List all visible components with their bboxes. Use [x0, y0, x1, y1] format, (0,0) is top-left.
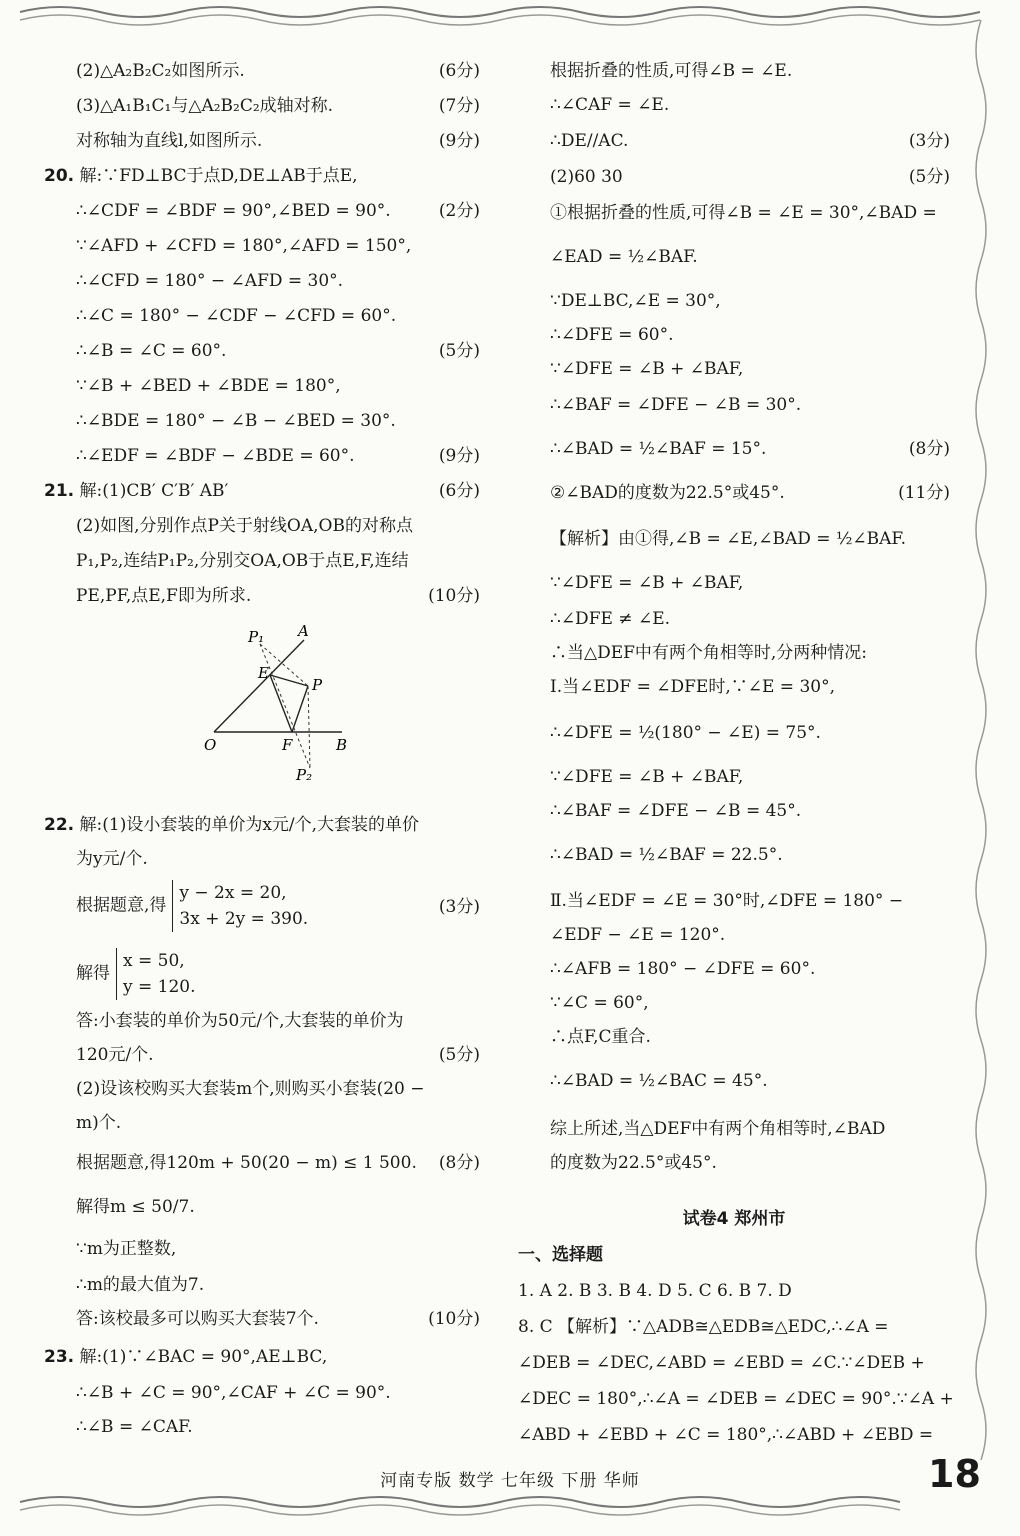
answer-text: ∴∠BAF = ∠DFE − ∠B = 30°. — [550, 395, 802, 415]
answer-text: ∵∠DFE = ∠B + ∠BAF, — [550, 359, 744, 379]
answer-text: ∠EAD = ½∠BAF. — [550, 247, 698, 267]
answer-text: 为y元/个. — [76, 849, 148, 869]
answer-text: ∵∠B + ∠BED + ∠BDE = 180°, — [76, 376, 341, 396]
score-label: (10分) — [428, 1309, 480, 1329]
answer-text: 22. 解:(1)设小套装的单价为x元/个,大套装的单价 — [44, 815, 420, 835]
answer-text: ∴∠DFE = ½(180° − ∠E) = 75°. — [550, 723, 821, 743]
score-label: (3分) — [438, 897, 480, 917]
answer-line — [518, 570, 950, 596]
equation: x = 50, — [123, 951, 185, 971]
answer-text: PE,PF,点E,F即为所求. — [76, 586, 252, 606]
answer-line — [44, 1380, 480, 1406]
answer-text: 解得 x = 50, y = 120. — [76, 948, 196, 1000]
score-label: (5分) — [438, 341, 480, 361]
answer-text: Ⅰ.当∠EDF = ∠DFE时,∵∠E = 30°, — [550, 677, 835, 697]
answer-line — [44, 338, 480, 364]
answer-line — [44, 1150, 480, 1176]
answer-text: (2)△A₂B₂C₂如图所示. — [76, 61, 245, 81]
score-label: (5分) — [908, 167, 950, 187]
answer-text: ∵∠AFD + ∠CFD = 180°,∠AFD = 150°, — [76, 236, 412, 256]
label-F: F — [282, 736, 293, 754]
answer-line — [518, 128, 950, 154]
q8-line: 8. C 【解析】∵△ADB≅△EDB≅△EDC,∴∠A = — [518, 1317, 889, 1337]
score-label: (11分) — [898, 483, 950, 503]
answer-line — [44, 233, 480, 259]
answer-line — [518, 922, 950, 948]
answer-text: ∴点F,C重合. — [550, 1027, 651, 1047]
answer-text: (2)设该校购买大套装m个,则购买小套装(20 − — [76, 1079, 425, 1099]
score-label: (9分) — [438, 131, 480, 151]
answer-line — [518, 1024, 950, 1050]
answer-line — [44, 513, 480, 539]
answer-text: ∴∠B = ∠C = 60°. — [76, 341, 227, 361]
answer-line — [518, 244, 950, 270]
answer-text: ∴m的最大值为7. — [76, 1275, 205, 1295]
score-label: (2分) — [438, 201, 480, 221]
answer-line — [44, 198, 480, 224]
answer-line — [44, 373, 480, 399]
answer-line — [518, 842, 950, 868]
q8-line: ∠DEB = ∠DEC,∠ABD = ∠EBD = ∠C.∵∠DEB + — [518, 1353, 925, 1373]
answer-line — [518, 58, 950, 84]
label-E: E — [258, 664, 269, 682]
score-label: (6分) — [438, 481, 480, 501]
answer-line — [518, 480, 950, 506]
answer-line — [518, 606, 950, 632]
answer-text: ∴当△DEF中有两个角相等时,分两种情况: — [550, 643, 868, 663]
answer-text: ②∠BAD的度数为22.5°或45°. — [550, 483, 785, 503]
answer-line — [518, 392, 950, 418]
answer-line — [44, 1306, 480, 1332]
answer-text: (2)如图,分别作点P关于射线OA,OB的对称点 — [76, 516, 413, 536]
answer-text: ∴∠DFE = 60°. — [550, 325, 674, 345]
answer-text: ∴∠CDF = ∠BDF = 90°,∠BED = 90°. — [76, 201, 391, 221]
answer-text: 综上所述,当△DEF中有两个角相等时,∠BAD — [550, 1119, 886, 1139]
answer-line — [518, 436, 950, 462]
answer-text: ∴∠B + ∠C = 90°,∠CAF + ∠C = 90°. — [76, 1383, 391, 1403]
score-label: (3分) — [908, 131, 950, 151]
label-A: A — [298, 622, 309, 640]
answer-line — [518, 288, 950, 314]
answer-text: ∴∠EDF = ∠BDF − ∠BDE = 60°. — [76, 446, 355, 466]
answer-text: ∴∠CAF = ∠E. — [550, 95, 670, 115]
answer-line — [518, 1116, 950, 1142]
answer-line — [518, 526, 950, 552]
bottom-border — [0, 1490, 1020, 1524]
answer-line — [44, 846, 480, 872]
answer-text: m)个. — [76, 1113, 122, 1133]
answer-line — [44, 583, 480, 609]
q8-line: ∠ABD + ∠EBD + ∠C = 180°,∴∠ABD + ∠EBD = — [518, 1425, 934, 1445]
answer-text: ∵∠DFE = ∠B + ∠BAF, — [550, 767, 744, 787]
score-label: (9分) — [438, 446, 480, 466]
answer-text: 根据折叠的性质,可得∠B = ∠E. — [550, 61, 793, 81]
answer-line — [44, 1344, 480, 1370]
answer-line — [518, 356, 950, 382]
answer-line — [518, 720, 950, 746]
answer-line — [44, 1236, 480, 1262]
answer-text: 【解析】由①得,∠B = ∠E,∠BAD = ½∠BAF. — [550, 529, 906, 549]
answer-line — [44, 1110, 480, 1136]
score-label: (8分) — [908, 439, 950, 459]
label-B: B — [336, 736, 348, 754]
answer-text: ∴∠DFE ≠ ∠E. — [550, 609, 671, 629]
question-number: 21. — [44, 481, 75, 501]
answer-text: ∴∠BAD = ½∠BAF = 15°. — [550, 439, 767, 459]
score-label: (10分) — [428, 586, 480, 606]
answer-line — [44, 812, 480, 838]
answer-line — [518, 200, 950, 226]
answer-text: ∴∠B = ∠CAF. — [76, 1417, 193, 1437]
answer-text: ①根据折叠的性质,可得∠B = ∠E = 30°,∠BAD = — [550, 203, 937, 223]
answer-text: 120元/个. — [76, 1045, 154, 1065]
answer-line — [518, 322, 950, 348]
footer-text: 河南专版 数学 七年级 下册 华师 — [380, 1471, 640, 1491]
answer-line — [518, 164, 950, 190]
answer-text: ∴∠AFB = 180° − ∠DFE = 60°. — [550, 959, 816, 979]
answer-line — [518, 798, 950, 824]
answer-line — [44, 951, 480, 997]
section-title: 试卷4 郑州市 — [682, 1209, 786, 1229]
answer-line — [44, 93, 480, 119]
segment-PF — [292, 686, 308, 732]
answer-text: 21. 解:(1)CB′ C′B′ AB′ — [44, 481, 229, 501]
question-number: 23. — [44, 1347, 75, 1367]
equation-system — [116, 948, 196, 1000]
answer-text: ∵DE⊥BC,∠E = 30°, — [550, 291, 721, 311]
answer-line — [518, 956, 950, 982]
answer-line — [44, 303, 480, 329]
answer-text: 答:该校最多可以购买大套装7个. — [76, 1309, 319, 1329]
answer-line — [44, 548, 480, 574]
answer-line — [518, 990, 950, 1016]
answer-line — [44, 883, 480, 929]
answer-line — [44, 1272, 480, 1298]
segment-EF — [270, 675, 292, 732]
answer-text: ∵∠DFE = ∠B + ∠BAF, — [550, 573, 744, 593]
label-P2: P₂ — [296, 766, 313, 782]
answer-text: 根据题意,得120m + 50(20 − m) ≤ 1 500. — [76, 1153, 417, 1173]
answer-line — [44, 443, 480, 469]
answer-line — [518, 764, 950, 790]
section-heading: 一、选择题 — [518, 1245, 603, 1265]
answer-text: ∠EDF − ∠E = 120°. — [550, 925, 726, 945]
ray-OA — [214, 640, 304, 732]
answer-line — [44, 478, 480, 504]
question-number: 20. — [44, 166, 75, 186]
q8-line: ∠DEC = 180°,∴∠A = ∠DEB = ∠DEC = 90°.∵∠A + — [518, 1389, 954, 1409]
answer-text: 对称轴为直线l,如图所示. — [76, 131, 263, 151]
answer-text: ∴∠BAD = ½∠BAC = 45°. — [550, 1071, 768, 1091]
answer-text: ∴DE//AC. — [550, 131, 629, 151]
answer-text: ∴∠BAD = ½∠BAF = 22.5°. — [550, 845, 783, 865]
answer-text: 根据题意,得 y − 2x = 20, 3x + 2y = 390. — [76, 880, 308, 932]
label-P1: P₁ — [248, 628, 265, 646]
answer-text: ∴∠C = 180° − ∠CDF − ∠CFD = 60°. — [76, 306, 397, 326]
answer-line — [44, 1076, 480, 1102]
score-label: (6分) — [438, 61, 480, 81]
geometry-figure — [200, 618, 360, 782]
page-number: 18 — [928, 1452, 981, 1496]
equation-system — [172, 880, 308, 932]
right-border — [966, 20, 996, 1480]
question-number: 22. — [44, 815, 75, 835]
equation: y − 2x = 20, — [179, 883, 287, 903]
answer-line — [44, 408, 480, 434]
answer-text: 答:小套装的单价为50元/个,大套装的单价为 — [76, 1011, 404, 1031]
answer-line — [518, 640, 950, 666]
top-border — [0, 0, 1020, 34]
answer-text: ∴∠BAF = ∠DFE − ∠B = 45°. — [550, 801, 802, 821]
answer-line — [44, 1414, 480, 1440]
choice-answers: 1. A 2. B 3. B 4. D 5. C 6. B 7. D — [518, 1281, 792, 1301]
answer-line — [44, 1042, 480, 1068]
answer-line — [518, 92, 950, 118]
answer-line — [518, 1150, 950, 1176]
answer-text: (3)△A₁B₁C₁与△A₂B₂C₂成轴对称. — [76, 96, 334, 116]
answer-text: ∴∠BDE = 180° − ∠B − ∠BED = 30°. — [76, 411, 396, 431]
answer-text: 解得m ≤ 50/7. — [76, 1197, 195, 1217]
equation: 3x + 2y = 390. — [179, 909, 309, 929]
answer-line — [44, 58, 480, 84]
answer-text: (2)60 30 — [550, 167, 623, 187]
answer-line — [44, 268, 480, 294]
answer-text: ∵∠C = 60°, — [550, 993, 649, 1013]
answer-text: Ⅱ.当∠EDF = ∠E = 30°时,∠DFE = 180° − — [550, 891, 904, 911]
answer-text: 的度数为22.5°或45°. — [550, 1153, 717, 1173]
answer-text: 20. 解:∵FD⊥BC于点D,DE⊥AB于点E, — [44, 166, 358, 186]
answer-line — [44, 163, 480, 189]
score-label: (7分) — [438, 96, 480, 116]
equation: y = 120. — [123, 977, 196, 997]
answer-line — [518, 888, 950, 914]
answer-line — [44, 1008, 480, 1034]
answer-line — [518, 674, 950, 700]
score-label: (8分) — [438, 1153, 480, 1173]
answer-line — [44, 128, 480, 154]
label-P: P — [312, 676, 323, 694]
answer-text: P₁,P₂,连结P₁P₂,分别交OA,OB于点E,F,连结 — [76, 551, 409, 571]
score-label: (5分) — [438, 1045, 480, 1065]
answer-text: ∴∠CFD = 180° − ∠AFD = 30°. — [76, 271, 344, 291]
answer-text: 23. 解:(1)∵∠BAC = 90°,AE⊥BC, — [44, 1347, 328, 1367]
answer-text: ∵m为正整数, — [76, 1239, 177, 1259]
answer-line — [518, 1068, 950, 1094]
answer-line — [44, 1194, 480, 1220]
label-O: O — [204, 736, 217, 754]
